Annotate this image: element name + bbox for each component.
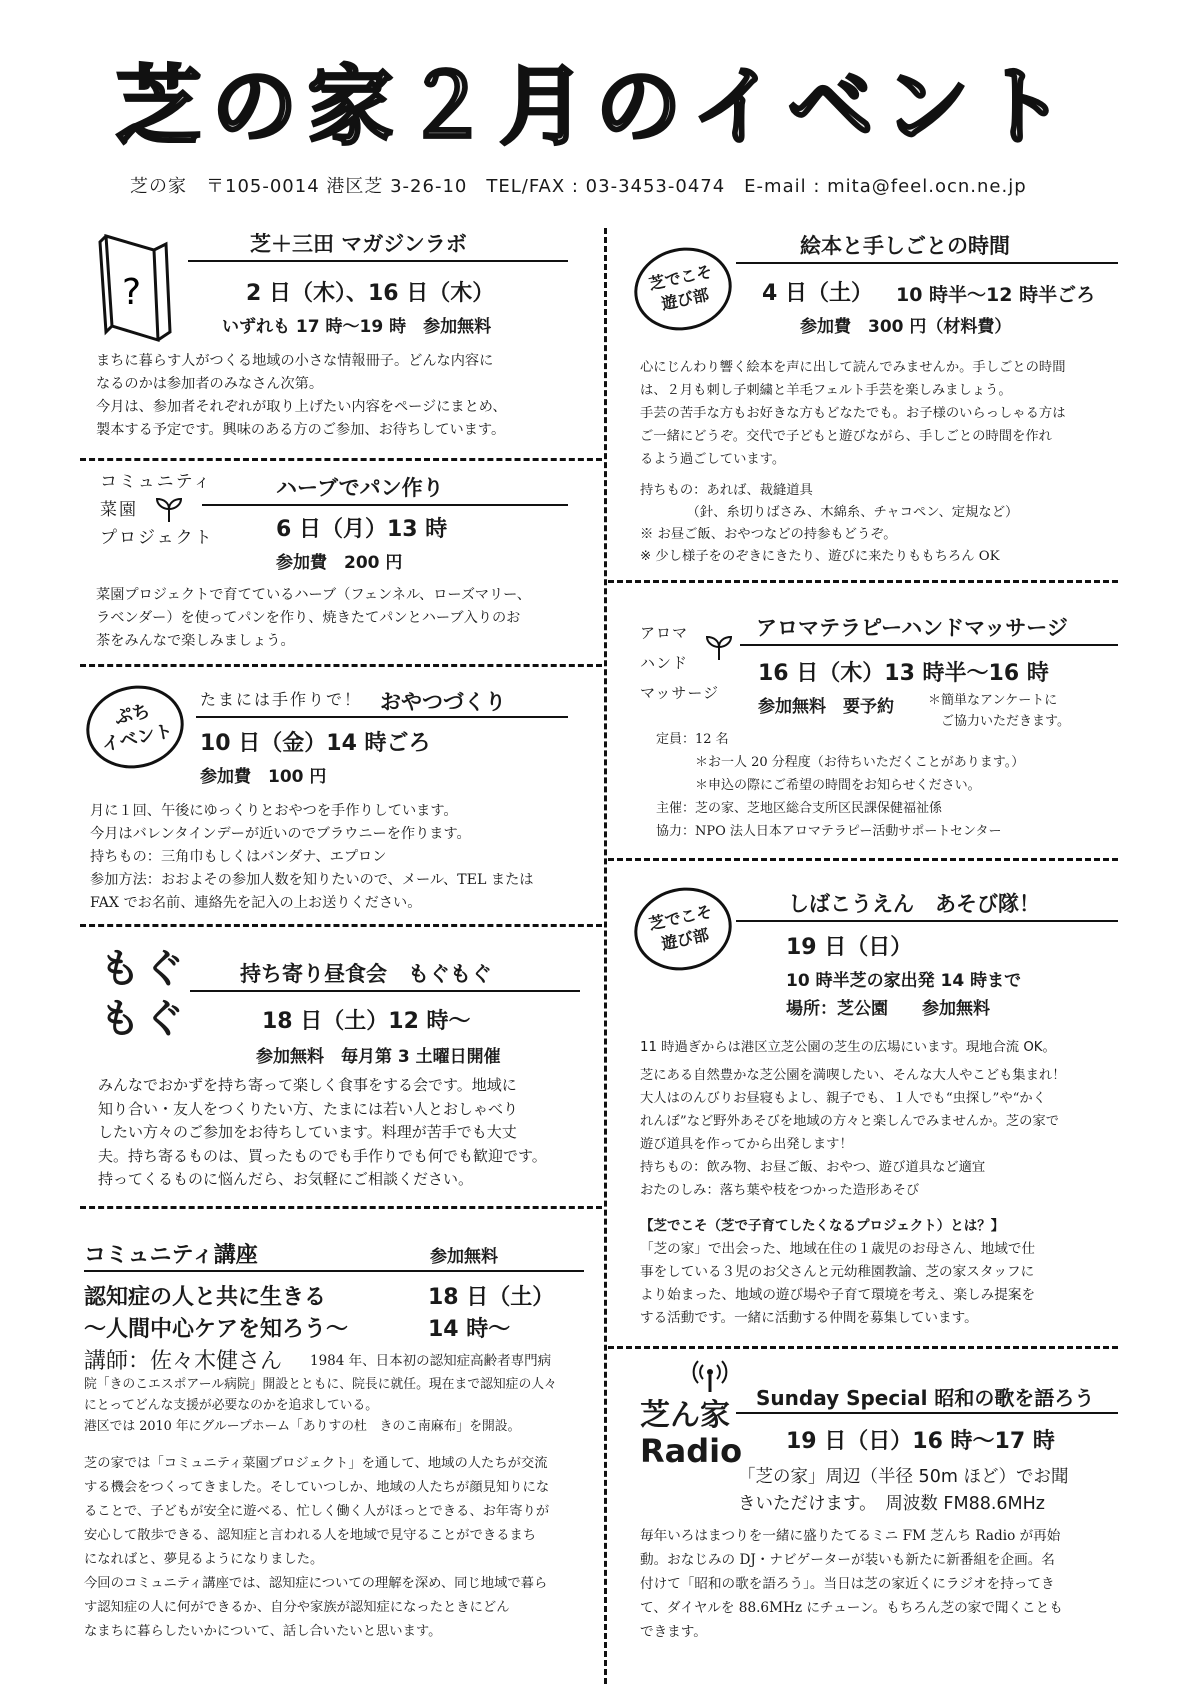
- park-place: 場所：芝公園 参加無料: [786, 999, 990, 1019]
- mogumogu-label: もぐ もぐ: [100, 946, 188, 1042]
- radio-antenna-icon: [690, 1358, 730, 1394]
- aroma-date: 16 日（木）13 時半〜16 時: [758, 661, 1049, 686]
- page-title: 芝の家２月のイベント: [115, 57, 1076, 157]
- radio-title: Sunday Special 昭和の歌を語ろう: [756, 1386, 1095, 1410]
- sprout-icon: [154, 496, 184, 522]
- picturebook-body: 心にじんわり響く絵本を声に出して読んでみませんか。手しごとの時間 は、２月も刺し子刺繍と羊毛フェルト手芸を楽しみましょう。 手芸の苦手な方もお好きな方もどなたでも。お子様のいらっしゃる方は ご一緒にどうぞ。交代で子どもと遊びながら、手しごとの時間を作れ るよう過ごしています。: [640, 360, 1066, 467]
- lunch-title: 持ち寄り昼食会 もぐもぐ: [240, 962, 492, 986]
- radio-label-ja: 芝ん家: [640, 1398, 730, 1433]
- park-lead: 11 時過ぎからは港区立芝公園の芝生の広場にいます。現地合流 OK。: [640, 1040, 1056, 1055]
- booklet-icon: [96, 228, 176, 346]
- herb-date: 6 日（月）13 時: [276, 517, 448, 542]
- aroma-title: アロマテラピーハンドマッサージ: [756, 616, 1068, 640]
- aroma-body: 定員：12 名 ＊お一人 20 分程度（お待ちいただくことがあります。） ＊申込の際にご希望の時間をお知らせください。 主催：芝の家、芝地区総合支所区民課保健福祉係 協力：NPO 法人日本アロマテラピー活動サポートセンター: [656, 732, 1025, 839]
- herb-title: ハーブでパン作り: [276, 476, 444, 500]
- section-divider: [608, 1346, 1118, 1349]
- lunch-note: 参加無料 毎月第 3 土曜日開催: [256, 1047, 501, 1067]
- park-title: しばこうえん あそび隊！: [788, 892, 1040, 916]
- magazine-time: いずれも 17 時〜19 時 参加無料: [222, 317, 492, 337]
- title-underline: [84, 1270, 584, 1272]
- sweets-date: 10 日（金）14 時ごろ: [200, 731, 431, 756]
- lecture-subject2: 〜人間中心ケアを知ろう〜: [84, 1317, 349, 1342]
- shibadekoso-stamp: 芝でこそ 遊び部: [627, 239, 740, 340]
- sweets-pretitle: たまには手作りで！: [200, 690, 363, 709]
- column-divider: [604, 228, 607, 1684]
- section-divider: [80, 664, 602, 667]
- lecturer-name: 講師：佐々木健さん: [84, 1349, 283, 1374]
- title-underline: [190, 990, 580, 992]
- lecturer-bio: 院「きのこエスポアール病院」開設とともに、院長に就任。現在まで認知症の人々 にとってどんな支援が必要なのかを追求している。 港区では 2010 年にグループホーム「ありすの杜 きのこ南麻布」を開設。: [84, 1377, 557, 1434]
- lecture-fee: 参加無料: [430, 1247, 498, 1267]
- sweets-body: 月に１回、午後にゆっくりとおやつを手作りしています。 今月はバレンタインデーが近いのでブラウニーを作ります。 持ちもの：三角巾もしくはバンダナ、エプロン 参加方法：おおよその参加人数を知りたいので、メール、TEL または FAX でお名前、連絡先を記入の上お送りください。: [90, 803, 534, 911]
- lunch-body: みんなでおかずを持ち寄って楽しく食事をする会です。地域に 知り合い・友人をつくりたい方、たまには若い人とおしゃべり したい方々のご参加をお待ちしています。料理が苦手でも大丈 夫。持ち寄るものは、買ったものでも手作りでも何でも歓迎です。 持ってくるものに悩んだら、お気軽にご相談ください。: [98, 1076, 547, 1188]
- radio-info: 「芝の家」周辺（半径 50m ほど）でお聞 きいただけます。 周波数 FM88.6MHz: [738, 1467, 1069, 1514]
- herb-fee: 参加費 200 円: [276, 553, 403, 573]
- magazine-body: まちに暮らす人がつくる地域の小さな情報冊子。どんな内容に なるのかは参加者のみなさん次第。 今月は、参加者それぞれが取り上げたい内容をページにまとめ、 製本する予定です。興味のある方のご参加、お待ちしています。: [96, 353, 507, 438]
- picturebook-title: 絵本と手しごとの時間: [800, 234, 1010, 258]
- picturebook-bring: 持ちもの：あれば、裁縫道具 （針、糸切りばさみ、木綿糸、チャコペン、定規など） ※ お昼ご飯、おやつなどの持参もどうぞ。 ※ 少し様子をのぞきにきたり、遊びに来たりももちろん OK: [640, 483, 1019, 564]
- sweets-title: おやつづくり: [380, 690, 506, 714]
- title-underline: [740, 644, 1118, 646]
- magazine-title: 芝＋三田 マガジンラボ: [250, 232, 467, 256]
- project-title: 【芝でこそ（芝で子育てしたくなるプロジェクト）とは？】: [640, 1218, 1005, 1234]
- sprout-icon: [704, 634, 734, 660]
- shibadekoso-stamp: 芝でこそ 遊び部: [627, 879, 740, 980]
- petit-event-stamp: ぷち イベント: [79, 677, 192, 778]
- title-underline: [202, 504, 568, 506]
- aroma-fee: 参加無料 要予約: [758, 697, 894, 717]
- title-underline: [736, 262, 1118, 264]
- section-divider: [608, 580, 1118, 583]
- magazine-date: 2 日（木）、16 日（木）: [246, 281, 495, 306]
- title-underline: [196, 716, 568, 718]
- section-divider: [80, 458, 602, 461]
- lunch-date: 18 日（土）12 時〜: [262, 1009, 471, 1034]
- section-divider: [608, 858, 1118, 861]
- lecturer-bio-first: 1984 年、日本初の認知症高齢者専門病: [310, 1353, 552, 1369]
- title-underline: [188, 260, 568, 262]
- herb-body: 菜園プロジェクトで育てているハーブ（フェンネル、ローズマリー、 ラベンダー）を使ってパンを作り、焼きたてパンとハーブ入りのお 茶をみんなで楽しみましょう。: [96, 587, 531, 649]
- title-underline: [736, 920, 1118, 922]
- park-body: 芝にある自然豊かな芝公園を満喫したい、そんな大人やこども集まれ！ 大人はのんびりお昼寝もよし、親子でも、１人でも“虫探し”や“かく れんぼ”など野外あそびを地域の方々と楽しんでみませんか。芝の家で 遊び道具を作ってから出発します！ 持ちもの：飲み物、お昼ご飯、おやつ、遊び道具など適宜 おたのしみ：落ち葉や枝をつかった造形あそび: [640, 1068, 1066, 1198]
- park-date: 19 日（日）: [786, 935, 913, 960]
- title-underline: [736, 1412, 1118, 1414]
- project-body: 「芝の家」で出会った、地域在住の１歳児のお母さん、地域で仕 事をしている３児のお父さんと元幼稚園教諭、芝の家スタッフに より始まった、地域の遊び場や子育て環境を考え、楽しみ提案を する活動です。一緒に活動する仲間を募集しています。: [640, 1241, 1036, 1326]
- aroma-label: アロマ ハンド マッサージ: [640, 624, 720, 702]
- radio-date: 19 日（日）16 時〜17 時: [786, 1429, 1055, 1454]
- lecture-subject1: 認知症の人と共に生きる: [84, 1285, 327, 1310]
- radio-body: 毎年いろはまつりを一緒に盛りたてるミニ FM 芝んち Radio が再始 動。おなじみの DJ・ナビゲーターが装いも新たに新番組を企画。名 付けて「昭和の歌を語ろう」。当日は芝の家近くにラジオを持ってき て、ダイヤルを 88.6MHz にチューン。もちろん芝の家で聞くことも できます。: [640, 1528, 1063, 1640]
- lecture-body: 芝の家では「コミュニティ菜園プロジェクト」を通して、地域の人たちが交流 する機会をつくってきました。そしていつしか、地域の人たちが顔見知りにな ることで、子どもが安全に遊べる、忙しく働く人がほっとできる、お年寄りが 安心して散歩できる、認知症と言われる人を地域で見守ることができるまち になればと、夢見るようになりました。 今回のコミュニティ講座では、認知症についての理解を深め、同じ地域で暮ら す認知症の人に何ができるか、自分や家族が認知症になったときにどん なまちに暮らしたいかについて、話し合いたいと思います。: [84, 1456, 550, 1639]
- garden-project-label: コミュニティ 菜園 プロジェクト: [100, 472, 214, 548]
- park-time: 10 時半芝の家出発 14 時まで: [786, 971, 1022, 991]
- picturebook-time: 10 時半〜12 時半ごろ: [896, 284, 1096, 306]
- question-mark: ?: [122, 272, 142, 313]
- section-divider: [80, 1206, 602, 1209]
- contact-address: 芝の家 〒105-0014 港区芝 3-26-10 TEL/FAX : 03-3453-0474 E-mail : mita@feel.ocn.ne.jp: [130, 176, 1027, 197]
- sweets-fee: 参加費 100 円: [200, 767, 327, 787]
- section-divider: [80, 924, 602, 927]
- aroma-note: ＊簡単なアンケートに ご協力いただきます。: [928, 693, 1070, 729]
- lecture-date: 18 日（土）: [428, 1285, 555, 1310]
- picturebook-date: 4 日（土）: [762, 281, 873, 306]
- lecture-time: 14 時〜: [428, 1317, 511, 1342]
- picturebook-fee: 参加費 300 円（材料費）: [800, 317, 1012, 337]
- radio-label-en: Radio: [640, 1432, 743, 1470]
- lecture-title: コミュニティ講座: [84, 1243, 258, 1268]
